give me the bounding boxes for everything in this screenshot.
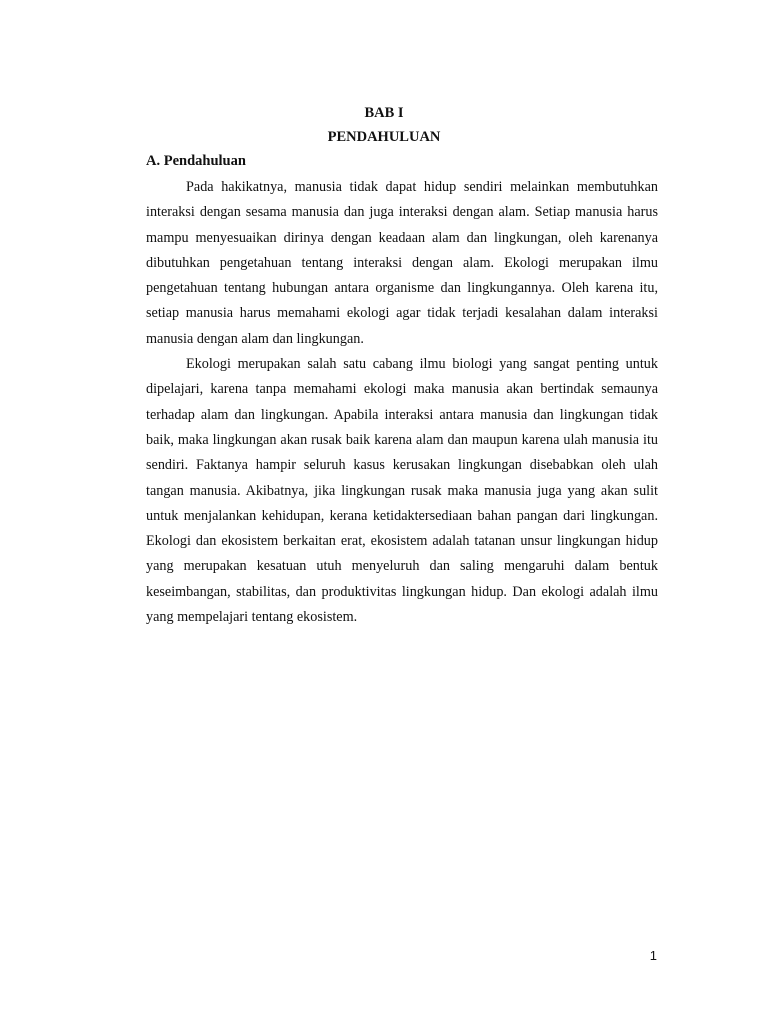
paragraph-1: Pada hakikatnya, manusia tidak dapat hidup sendiri melainkan membutuhkan interaksi dengan sesama manusia dan juga interaksi dengan alam. Setiap manusia harus mampu menyesuaikan dirinya dengan keadaan alam dan lingkungan, oleh karenanya dibutuhkan pengetahuan tentang interaksi dengan alam. Ekologi merupakan ilmu pengetahuan tentang hubungan antara organisme dan lingkungannya. Oleh karena itu, setiap manusia harus memahami ekologi agar tidak terjadi kesalahan dalam interaksi manusia dengan alam dan lingkungan.: [146, 179, 658, 347]
paragraph-2: Ekologi merupakan salah satu cabang ilmu biologi yang sangat penting untuk dipelajari, karena tanpa memahami ekologi maka manusia akan bertindak semaunya terhadap alam dan lingkungan. Apabila interaksi antara manusia dan lingkungan tidak baik, maka lingkungan akan rusak baik karena alam dan maupun karena ulah manusia itu sendiri. Faktanya hampir seluruh kasus kerusakan lingkungan disebabkan oleh ulah tangan manusia. Akibatnya, jika lingkungan rusak maka manusia juga yang akan sulit untuk menjalankan kehidupan, kerana ketidaktersediaan bahan pangan dari lingkungan. Ekologi dan ekosistem berkaitan erat, ekosistem adalah tatanan unsur lingkungan hidup yang merupakan kesatuan utuh menyeluruh dan saling mengaruhi dalam bentuk keseimbangan, stabilitas, dan produktivitas lingkungan hidup. Dan ekologi adalah ilmu yang mempelajari tentang ekosistem.: [146, 356, 658, 626]
body-text: [146, 175, 658, 630]
page-number: 1: [649, 948, 657, 963]
chapter-number: BAB I: [364, 105, 404, 121]
chapter-title: PENDAHULUAN: [327, 129, 441, 145]
section-heading: A. Pendahuluan: [146, 153, 246, 169]
